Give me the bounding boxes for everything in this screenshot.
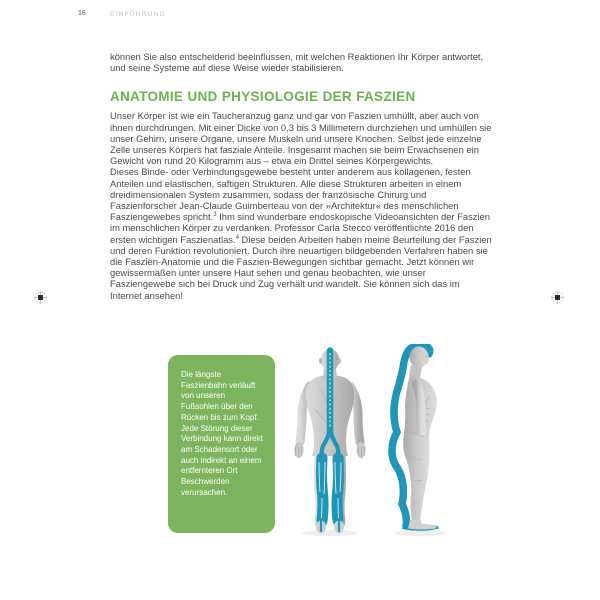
paragraph-text: Dieses Binde- oder Verbindungsgewebe besteht unter anderem aus kollagenen, festen Anteilen und elastischen, saftigen Strukturen. Alle diese Strukturen arbeiten in einem dreidimensionalen System zusammen, sodass der französische Chirurg und Faszienforscher Jean-Claude Guimberteau von der »Architektur« des menschlichen Fasziengewebes spricht. <box>110 166 471 223</box>
footnote-reference: 4 <box>235 234 239 241</box>
tip-box <box>168 355 275 533</box>
paragraph-text: Diese beiden Arbeiten haben meine Beurteilung der Faszien und deren Funktion revolutioniert. Durch ihre neuartigen bildgebenden Verfahren haben sie die Faszien-Anatomie und die Faszien-Bewegungen sichtbar gemacht. Jetzt können wir gewissermaßen unter unsere Haut sehen und genau beobachten, wie unser Fasziengewebe sich bei Druck und Zug verhält und wandelt. Sie können sich das im Internet ansehen! <box>110 233 492 301</box>
fascia-figure-back-view <box>286 346 374 538</box>
page-number: 16 <box>78 10 86 17</box>
text-column <box>110 51 494 301</box>
registration-mark-icon <box>34 291 47 304</box>
registration-mark-icon <box>551 291 564 304</box>
section-paragraph-2 <box>110 166 494 300</box>
tip-box-text: Die längste Faszienbahn verläuft von unseren Fußsohlen über den Rücken bis zum Kopf. Jede Störung dieser Verbindung kann direkt am Schadensort oder auch indirekt an einem entfernteren Ort Beschwerden verursachen. <box>181 370 263 497</box>
paragraph-text: Ihm sind wunderbare endoskopische Videoansichten der Faszien im menschlichen Körper zu verdanken. Professor Carla Stecco veröffentlichte 2016 den ersten wichtigen Faszienatlas. <box>110 211 490 245</box>
section-heading: ANATOMIE UND PHYSIOLOGIE DER FASZIEN <box>110 89 416 105</box>
intro-paragraph: können Sie also entscheidend beeinflussen, mit welchen Reaktionen Ihr Körper antwortet, und seine Systeme auf diese Weise wieder stabilisieren. <box>110 51 484 74</box>
fascia-anatomy-figure <box>286 344 466 538</box>
running-head: EINFÜHRUNG <box>110 10 166 18</box>
section-paragraph-1: Unser Körper ist wie ein Taucheranzug ganz und gar von Faszien umhüllt, aber auch von ihnen durchdrungen. Mit einer Dicke von 0,3 bis 3 Millimetern durchziehen und umhüllen sie unser Gehirn, unsere Organe, unsere Muskeln und unsere Knochen. Selbst jede einzelne Zelle unseres Körpers hat fasziale Anteile. Insgesamt machen sie beim Erwachsenen ein Gewicht von rund 20 Kilogramm aus – etwa ein Drittel seines Körpergewichts. <box>110 110 492 167</box>
fascia-figure-side-view <box>380 344 460 538</box>
footnote-reference: 3 <box>213 212 217 219</box>
